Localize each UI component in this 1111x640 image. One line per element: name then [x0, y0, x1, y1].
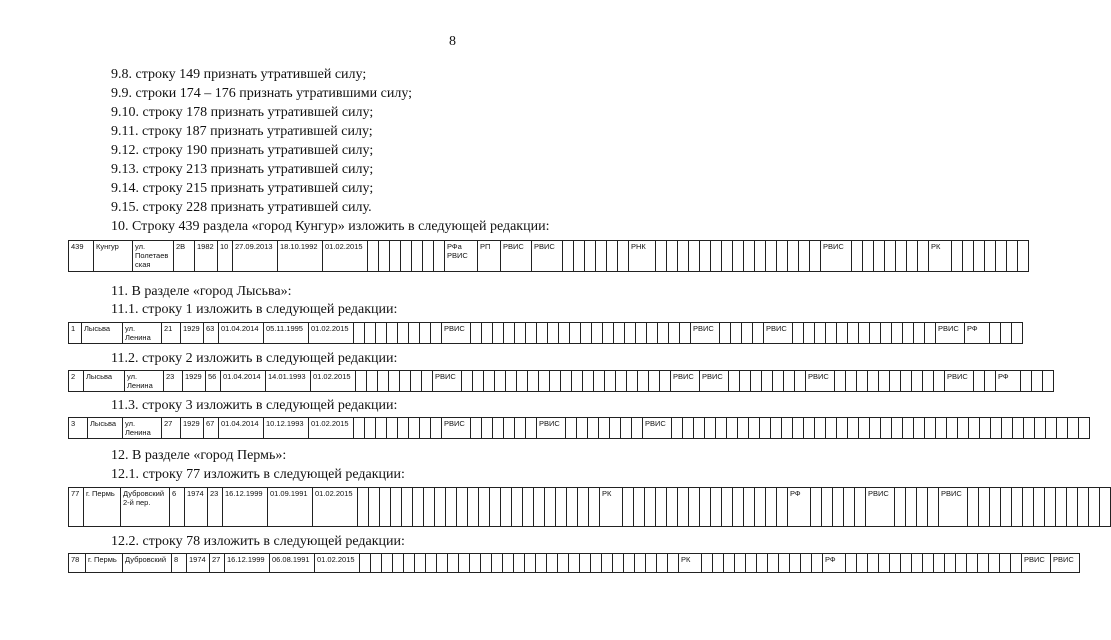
cell: 23	[208, 488, 223, 527]
cell: РФа РВИС	[445, 241, 478, 272]
cell: 01.09.1991	[268, 488, 313, 527]
cell: РФ	[996, 371, 1021, 392]
cell: 1	[69, 323, 82, 344]
table-lysva-3	[68, 417, 1090, 439]
cell: РНК	[629, 241, 656, 272]
cell: РК	[600, 488, 623, 527]
table-row	[69, 371, 1054, 392]
cell: РВИС	[764, 323, 793, 344]
cell: 2	[69, 371, 84, 392]
cell: РВИС	[945, 371, 974, 392]
cell: РВИС	[1022, 554, 1051, 573]
item-9-10: 9.10. строку 178 признать утратившей силу;	[111, 105, 374, 120]
cell: Лысьва	[88, 418, 123, 439]
table-perm-77	[68, 487, 1111, 527]
item-9-12: 9.12. строку 190 признать утратившей силу;	[111, 143, 374, 158]
cell: 23	[164, 371, 183, 392]
cell: 01.02.2015	[313, 488, 358, 527]
cell: 63	[204, 323, 219, 344]
item-12: 12. В разделе «город Пермь»:	[111, 448, 287, 463]
cell: 8	[172, 554, 187, 573]
cell: Дубровский 2-й пер.	[121, 488, 170, 527]
cell: ул. Полетаевская	[133, 241, 174, 272]
cell: РВИС	[671, 371, 700, 392]
item-9-14: 9.14. строку 215 признать утратившей силу;	[111, 181, 374, 196]
cell: РВИС	[442, 323, 471, 344]
table-perm-78	[68, 553, 1080, 573]
cell: Дубровский	[123, 554, 172, 573]
cell: РВИС	[537, 418, 566, 439]
cell: 27	[210, 554, 225, 573]
cell: 6	[170, 488, 185, 527]
cell: 1929	[181, 323, 204, 344]
cell: ул. Ленина	[125, 371, 164, 392]
item-9-15: 9.15. строку 228 признать утратившей силу.	[111, 200, 372, 215]
cell: РВИС	[691, 323, 720, 344]
item-12-1: 12.1. строку 77 изложить в следующей редакции:	[111, 467, 405, 482]
item-9-9: 9.9. строки 174 – 176 признать утратившими силу;	[111, 86, 413, 101]
cell: 01.02.2015	[315, 554, 360, 573]
item-9-11: 9.11. строку 187 признать утратившей силу;	[111, 124, 373, 139]
cell: РВИС	[936, 323, 965, 344]
cell: 14.01.1993	[266, 371, 311, 392]
cell: 27.09.2013	[233, 241, 278, 272]
table-row	[69, 241, 1029, 272]
cell: 10	[218, 241, 233, 272]
table-kungur-439	[68, 240, 1029, 272]
cell: 01.02.2015	[323, 241, 368, 272]
cell: 27	[162, 418, 181, 439]
cell: 1974	[187, 554, 210, 573]
cell: 01.04.2014	[219, 418, 264, 439]
cell: РФ	[965, 323, 990, 344]
cell: РВИС	[433, 371, 462, 392]
cell: 1929	[181, 418, 204, 439]
cell: РК	[679, 554, 702, 573]
cell: РВИС	[806, 371, 835, 392]
cell: РВИС	[1051, 554, 1080, 573]
table-row	[69, 488, 1111, 527]
cell: РВИС	[532, 241, 563, 272]
cell: 18.10.1992	[278, 241, 323, 272]
cell: 10.12.1993	[264, 418, 309, 439]
table-lysva-2	[68, 370, 1054, 392]
cell: РВИС	[939, 488, 968, 527]
cell: г. Пермь	[86, 554, 123, 573]
cell: 1974	[185, 488, 208, 527]
cell: 01.02.2015	[311, 371, 356, 392]
table-row	[69, 418, 1090, 439]
cell: РВИС	[501, 241, 532, 272]
item-9-13: 9.13. строку 213 признать утратившей силу;	[111, 162, 374, 177]
cell: 77	[69, 488, 84, 527]
table-lysva-1	[68, 322, 1023, 344]
cell: 56	[206, 371, 221, 392]
cell: 16.12.1999	[223, 488, 268, 527]
cell: РВИС	[821, 241, 852, 272]
cell: РВИС	[643, 418, 672, 439]
cell: 01.04.2014	[219, 323, 264, 344]
cell: 67	[204, 418, 219, 439]
cell: 01.02.2015	[309, 418, 354, 439]
table-row	[69, 554, 1080, 573]
table-row	[69, 323, 1023, 344]
cell: РФ	[788, 488, 811, 527]
item-9-8: 9.8. строку 149 признать утратившей силу;	[111, 67, 367, 82]
cell: 1929	[183, 371, 206, 392]
cell: 16.12.1999	[225, 554, 270, 573]
item-11-3: 11.3. строку 3 изложить в следующей редакции:	[111, 398, 398, 413]
cell: 1982	[195, 241, 218, 272]
item-11-2: 11.2. строку 2 изложить в следующей редакции:	[111, 351, 398, 366]
cell: г. Пермь	[84, 488, 121, 527]
item-11: 11. В разделе «город Лысьва»:	[111, 284, 292, 299]
cell: РП	[478, 241, 501, 272]
cell: 01.04.2014	[221, 371, 266, 392]
cell: РВИС	[866, 488, 895, 527]
cell: 2В	[174, 241, 195, 272]
cell: 78	[69, 554, 86, 573]
cell: ул. Ленина	[123, 418, 162, 439]
cell: Кунгур	[94, 241, 133, 272]
cell: 439	[69, 241, 94, 272]
cell: 01.02.2015	[309, 323, 354, 344]
cell: РФ	[823, 554, 846, 573]
cell: Лысьва	[84, 371, 125, 392]
cell: РВИС	[442, 418, 471, 439]
cell: 05.11.1995	[264, 323, 309, 344]
cell: ул. Ленина	[123, 323, 162, 344]
cell: 06.08.1991	[270, 554, 315, 573]
cell: 21	[162, 323, 181, 344]
item-11-1: 11.1. строку 1 изложить в следующей редакции:	[111, 302, 398, 317]
cell: РВИС	[700, 371, 729, 392]
cell: Лысьва	[82, 323, 123, 344]
item-12-2: 12.2. строку 78 изложить в следующей редакции:	[111, 534, 405, 549]
page-number: 8	[449, 34, 456, 49]
item-10: 10. Строку 439 раздела «город Кунгур» изложить в следующей редакции:	[111, 219, 550, 234]
cell: РК	[929, 241, 952, 272]
cell: 3	[69, 418, 88, 439]
